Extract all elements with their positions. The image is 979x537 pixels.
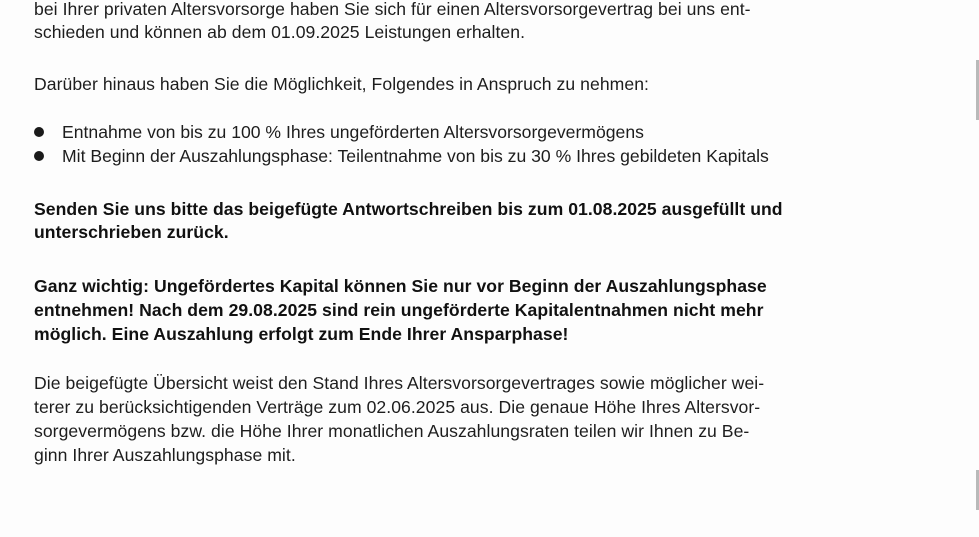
important-line-1: Ganz wichtig: Ungefördertes Kapital können Sie nur vor Beginn der Auszahlungsphase <box>34 276 767 296</box>
request-line-1: Senden Sie uns bitte das beigefügte Antwortschreiben bis zum 01.08.2025 ausgefüllt und <box>34 199 783 219</box>
overview-line-4: ginn Ihrer Auszahlungsphase mit. <box>34 445 296 465</box>
intro-line-2: schieden und können ab dem 01.09.2025 Leistungen erhalten. <box>34 22 526 42</box>
bullet-item-2 <box>34 145 769 167</box>
bullet-icon <box>34 151 44 161</box>
request-line-2: unterschrieben zurück. <box>34 222 229 242</box>
bullet-text-2: Mit Beginn der Auszahlungsphase: Teilentnahme von bis zu 30 % Ihres gebildeten Kapitals <box>62 146 769 166</box>
options-intro: Darüber hinaus haben Sie die Möglichkeit, Folgendes in Anspruch zu nehmen: <box>34 74 649 94</box>
overview-line-2: terer zu berücksichtigenden Verträge zum 02.06.2025 aus. Die genaue Höhe Ihres Altersvor- <box>34 397 761 417</box>
overview-line-1: Die beigefügte Übersicht weist den Stand Ihres Altersvorsorgevertrages sowie möglicher wei- <box>34 373 765 393</box>
important-line-2: entnehmen! Nach dem 29.08.2025 sind rein ungeförderte Kapitalentnahmen nicht mehr <box>34 300 764 320</box>
bullet-item-1 <box>34 121 644 143</box>
bullet-text-1: Entnahme von bis zu 100 % Ihres ungeförderten Altersvorsorgevermögens <box>62 122 644 142</box>
intro-line-1: bei Ihrer privaten Altersvorsorge haben Sie sich für einen Altersvorsorgevertrag bei uns ent- <box>34 0 751 19</box>
important-line-3: möglich. Eine Auszahlung erfolgt zum Ende Ihrer Ansparphase! <box>34 324 569 344</box>
bullet-icon <box>34 127 44 137</box>
overview-line-3: sorgevermögens bzw. die Höhe Ihrer monatlichen Auszahlungsraten teilen wir Ihnen zu Be- <box>34 421 750 441</box>
